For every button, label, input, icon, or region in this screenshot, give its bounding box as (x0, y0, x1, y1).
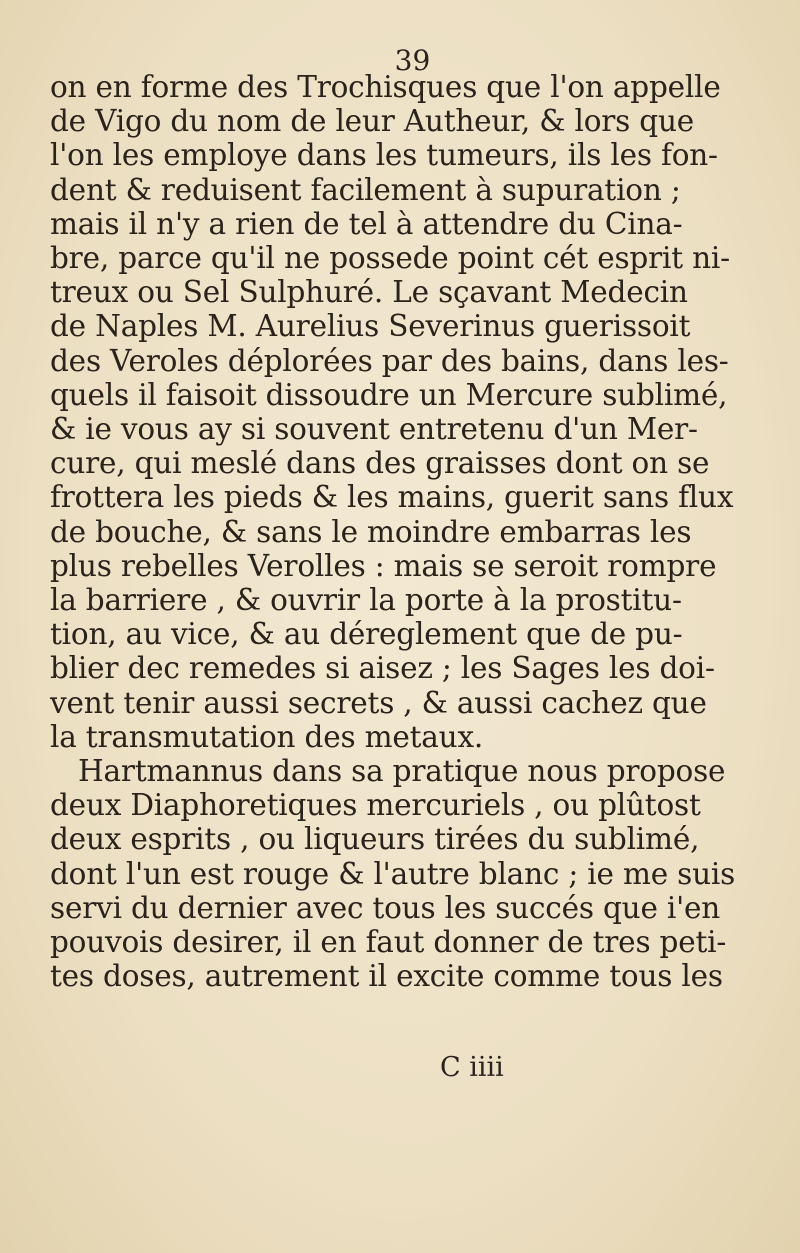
text-line: blier dec remedes si aisez ; les Sages les doi- (50, 651, 715, 686)
signature-mark: C iiii (440, 1052, 504, 1083)
text-line: l'on les employe dans les tumeurs, ils les fon- (50, 138, 718, 173)
text-line: treux ou Sel Sulphuré. Le sçavant Medecin (50, 275, 688, 310)
page-number: 39 (394, 44, 431, 77)
text-line: tion, au vice, & au déreglement que de pu- (50, 617, 683, 652)
text-line: servi du dernier avec tous les succés que i'en (50, 890, 721, 925)
text-line: cure, qui meslé dans des graisses dont on se (50, 446, 710, 481)
text-line: bre, parce qu'il ne possede point cét esprit ni- (50, 241, 730, 276)
text-line: frottera les pieds & les mains, guerit sans flux (50, 480, 734, 515)
text-line: dent & reduisent facilement à supuration ; (50, 172, 681, 207)
text-line: la barriere , & ouvrir la porte à la prostitu- (50, 583, 682, 618)
text-line: plus rebelles Verolles : mais se seroit rompre (50, 548, 717, 583)
text-line: de bouche, & sans le moindre embarras les (50, 514, 692, 549)
text-line: quels il faisoit dissoudre un Mercure sublimé, (50, 377, 728, 412)
text-line: deux Diaphoretiques mercuriels , ou plûtost (50, 788, 701, 823)
text-line: dont l'un est rouge & l'autre blanc ; ie me suis (50, 856, 736, 891)
text-line: pouvois desirer, il en faut donner de tres peti- (50, 925, 727, 960)
text-line: deux esprits , ou liqueurs tirées du sublimé, (50, 822, 700, 857)
text-line: des Veroles déplorées par des bains, dans les- (50, 343, 729, 378)
text-line: mais il n'y a rien de tel à attendre du Cina- (50, 206, 683, 241)
text-line: de Vigo du nom de leur Autheur, & lors que (50, 104, 695, 139)
text-line: de Naples M. Aurelius Severinus guerissoit (50, 309, 691, 344)
text-line: & ie vous ay si souvent entretenu d'un Mer- (50, 412, 698, 447)
text-line: Hartmannus dans sa pratique nous propose (78, 754, 726, 789)
text-line: vent tenir aussi secrets , & aussi cachez que (50, 685, 707, 720)
text-line: la transmutation des metaux. (50, 719, 484, 754)
text-line: on en forme des Trochisques que l'on appelle (50, 70, 721, 104)
body-text (50, 70, 736, 994)
text-line: tes doses, autrement il excite comme tous les (50, 959, 723, 994)
